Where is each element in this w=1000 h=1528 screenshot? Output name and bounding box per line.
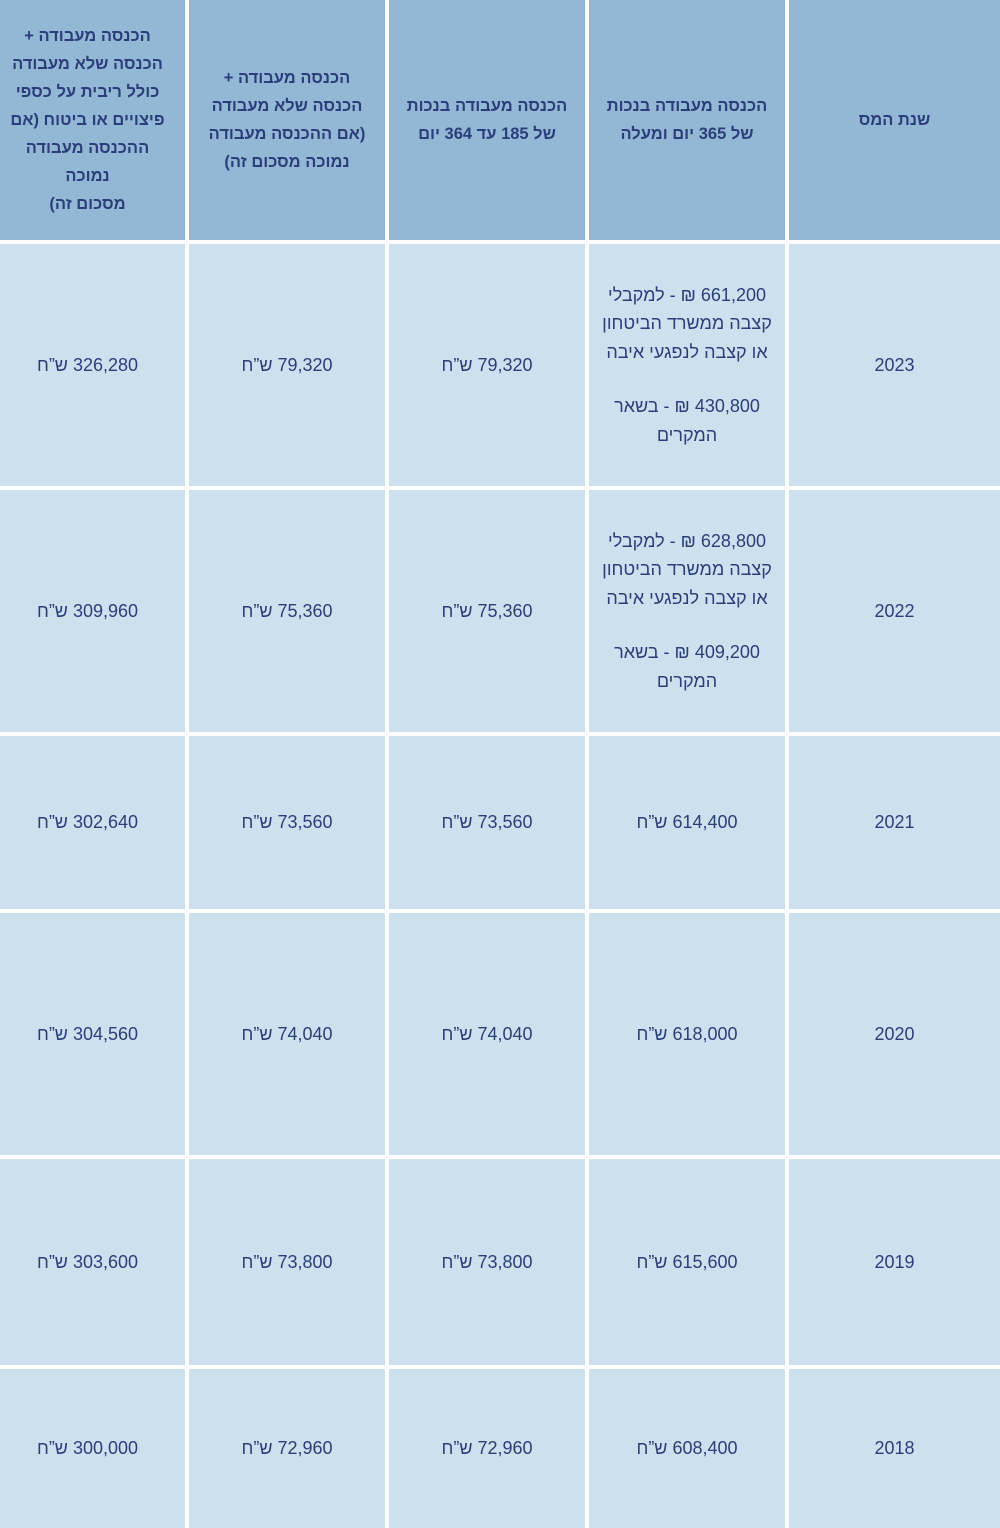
amount-value: 72,960 ש”ח — [441, 1438, 533, 1459]
cell-unearned-interest-2023 — [0, 244, 185, 486]
amount-line: קצבה ממשרד הביטחון — [602, 313, 772, 334]
header-line: מסכום זה) — [49, 195, 126, 213]
amount-line: 661,200 ₪ - למקבלי — [608, 284, 766, 305]
cell-unearned-2023 — [189, 244, 385, 486]
cell-365-2019 — [589, 1159, 785, 1365]
amount-value: 304,560 ש”ח — [36, 1023, 139, 1044]
amount-value: 300,000 ש”ח — [36, 1438, 139, 1459]
amount-value: 614,400 ש”ח — [636, 812, 738, 833]
cell-185-2023 — [389, 244, 585, 486]
cell-unearned-interest-2022 — [0, 490, 185, 732]
cell-unearned-2018 — [189, 1369, 385, 1528]
header-line: כולל ריבית על כספי — [15, 83, 160, 101]
cell-year-2021 — [789, 736, 1000, 909]
cell-unearned-2020 — [189, 913, 385, 1155]
cell-185-2021 — [389, 736, 585, 909]
amount-value: 73,560 ש”ח — [441, 812, 533, 833]
amount-value: 75,360 ש”ח — [441, 600, 533, 621]
header-line: (אם ההכנסה מעבודה — [208, 125, 366, 143]
cell-year-2020 — [789, 913, 1000, 1155]
amount-value: 79,320 ש”ח — [441, 354, 533, 375]
cell-185-2022 — [389, 490, 585, 732]
amount-value: 74,040 ש”ח — [241, 1023, 333, 1044]
cell-unearned-interest-2020 — [0, 913, 185, 1155]
cell-year-2022 — [789, 490, 1000, 732]
cell-unearned-2022 — [189, 490, 385, 732]
header-line: פיצויים או ביטוח (אם — [10, 111, 165, 129]
header-line: הכנסה מעבודה + — [223, 69, 351, 87]
header-line: הכנסה מעבודה בנכות — [406, 97, 568, 115]
header-tax-year-label: שנת המס — [858, 111, 931, 129]
cell-365-2023 — [589, 244, 785, 486]
amount-line: 409,200 ₪ - בשאר — [614, 642, 760, 663]
amount-value: 74,040 ש”ח — [441, 1023, 533, 1044]
header-line: של 185 עד 364 יום — [418, 125, 556, 143]
cell-unearned-interest-2021 — [0, 736, 185, 909]
amount-line: או קצבה לנפגעי איבה — [606, 341, 768, 362]
cell-185-2019 — [389, 1159, 585, 1365]
cell-365-2022 — [589, 490, 785, 732]
header-line: הכנסה מעבודה + — [24, 27, 151, 45]
amount-value: 302,640 ש”ח — [36, 812, 139, 833]
amount-line: המקרים — [656, 670, 718, 691]
header-disability-185-364 — [389, 0, 585, 240]
amount-value: 618,000 ש”ח — [636, 1023, 738, 1044]
cell-year-2018 — [789, 1369, 1000, 1528]
amount-value: 75,360 ש”ח — [241, 600, 333, 621]
cell-unearned-interest-2019 — [0, 1159, 185, 1365]
header-line: הכנסה שלא מעבודה — [12, 55, 163, 73]
amount-line: המקרים — [656, 424, 718, 445]
cell-unearned-interest-2018 — [0, 1369, 185, 1528]
amount-value: 309,960 ש”ח — [36, 600, 139, 621]
amount-line: 628,800 ₪ - למקבלי — [608, 530, 766, 551]
year-value: 2020 — [874, 1023, 915, 1044]
cell-185-2020 — [389, 913, 585, 1155]
year-value: 2023 — [874, 354, 915, 375]
header-work-plus-unearned — [189, 0, 385, 240]
header-line: ההכנסה מעבודה נמוכה — [25, 139, 150, 185]
header-line: של 365 יום ומעלה — [620, 125, 754, 143]
header-line: נמוכה מסכום זה) — [224, 153, 350, 171]
cell-365-2018 — [589, 1369, 785, 1528]
amount-value: 73,800 ש”ח — [241, 1251, 333, 1272]
cell-year-2019 — [789, 1159, 1000, 1365]
cell-365-2021 — [589, 736, 785, 909]
header-disability-365 — [589, 0, 785, 240]
cell-year-2023 — [789, 244, 1000, 486]
amount-value: 79,320 ש”ח — [241, 354, 333, 375]
header-line: הכנסה שלא מעבודה — [211, 97, 363, 115]
amount-value: 73,560 ש”ח — [241, 812, 333, 833]
amount-line: קצבה ממשרד הביטחון — [602, 559, 772, 580]
cell-185-2018 — [389, 1369, 585, 1528]
cell-unearned-2021 — [189, 736, 385, 909]
year-value: 2019 — [874, 1251, 915, 1272]
amount-value: 303,600 ש”ח — [36, 1251, 139, 1272]
amount-value: 615,600 ש”ח — [636, 1251, 738, 1272]
header-line: הכנסה מעבודה בנכות — [606, 97, 768, 115]
amount-value: 73,800 ש”ח — [441, 1251, 533, 1272]
cell-365-2020 — [589, 913, 785, 1155]
year-value: 2018 — [874, 1438, 915, 1459]
amount-value: 326,280 ש”ח — [36, 354, 139, 375]
header-work-plus-unearned-interest — [0, 0, 185, 240]
header-tax-year — [789, 0, 1000, 240]
amount-value: 608,400 ש”ח — [636, 1438, 738, 1459]
amount-line: או קצבה לנפגעי איבה — [606, 587, 768, 608]
year-value: 2021 — [874, 812, 915, 833]
amount-value: 72,960 ש”ח — [241, 1438, 333, 1459]
amount-line: 430,800 ₪ - בשאר — [614, 396, 760, 417]
cell-unearned-2019 — [189, 1159, 385, 1365]
year-value: 2022 — [874, 600, 915, 621]
